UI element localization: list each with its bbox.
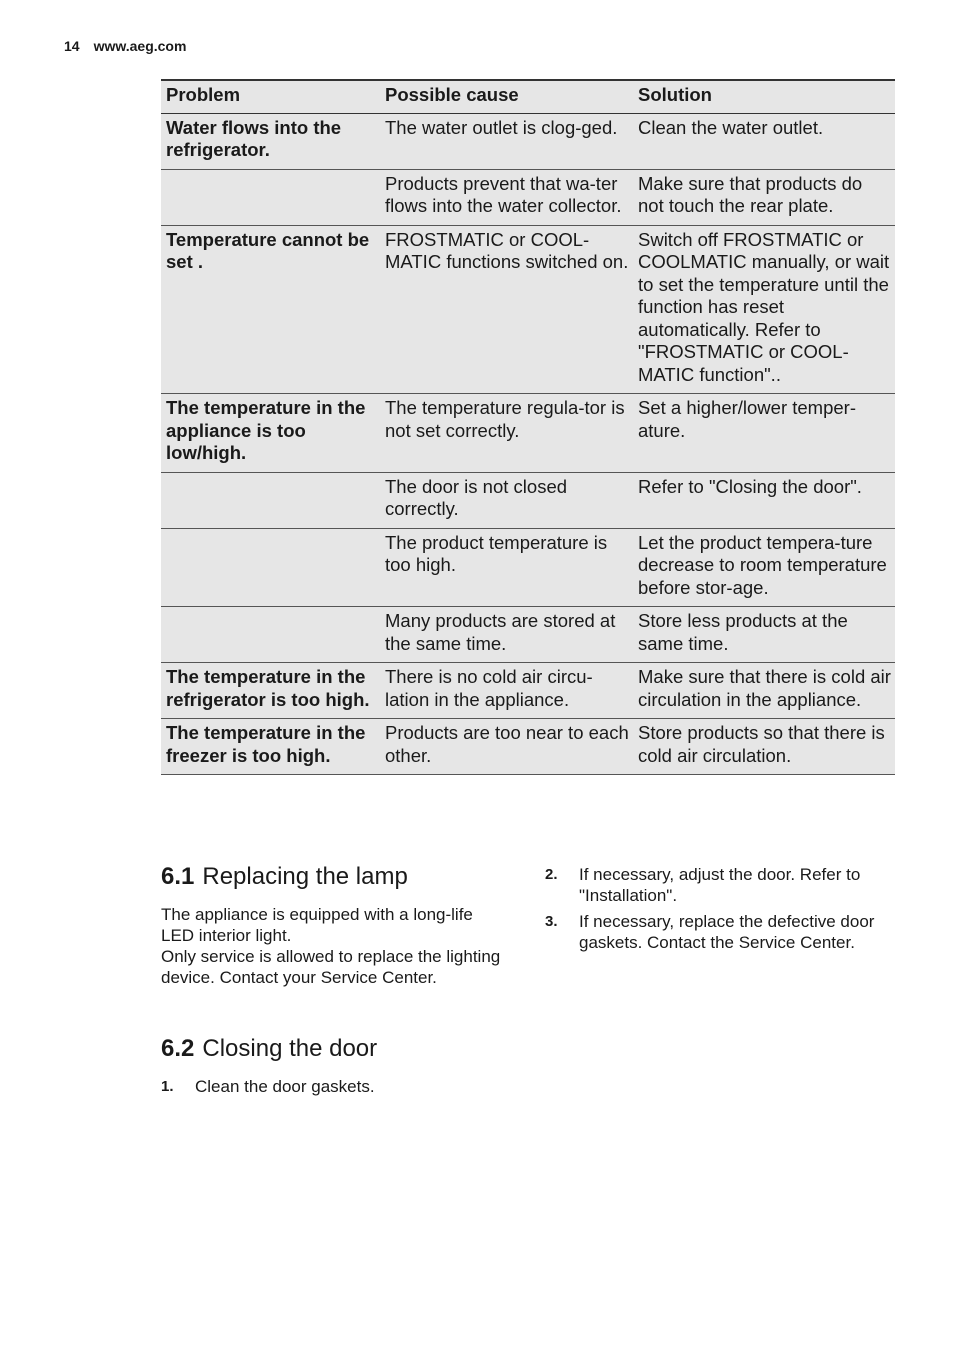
problem-cell: Temperature cannot be set . — [161, 225, 380, 394]
cause-cell: Many products are stored at the same time. — [380, 607, 633, 663]
section-title: Replacing the lamp — [202, 863, 408, 890]
section-number: 6.2 — [161, 1035, 195, 1062]
problem-cell — [161, 607, 380, 663]
paragraph: Only service is allowed to replace the lighting device. Contact your Service Center. — [161, 947, 501, 987]
section-title: Closing the door — [202, 1035, 378, 1062]
table-row — [161, 607, 895, 663]
website-link[interactable]: www.aeg.com — [93, 38, 187, 54]
table-row — [161, 528, 895, 607]
cause-cell: FROSTMATIC or COOL-MATIC functions switched on. — [380, 225, 633, 394]
table-row — [161, 225, 895, 394]
solution-cell: Clean the water outlet. — [633, 113, 895, 169]
column-header-problem: Problem — [161, 80, 380, 113]
cause-cell: Products prevent that wa-ter flows into the water collector. — [380, 169, 633, 225]
section-heading — [161, 1034, 501, 1064]
table-header-row — [161, 80, 895, 113]
solution-cell: Store products so that there is cold air circulation. — [633, 719, 895, 775]
closing-door-steps-continued — [545, 864, 885, 958]
table-row — [161, 169, 895, 225]
solution-cell: Let the product tempera-ture decrease to room temperature before stor-age. — [633, 528, 895, 607]
section-replacing-lamp — [161, 862, 501, 988]
problem-cell: Water flows into the refrigerator. — [161, 113, 380, 169]
problem-cell — [161, 528, 380, 607]
solution-cell: Switch off FROSTMATIC or COOLMATIC manually, or wait to set the temperature until the function has reset automatically. Refer to "FROSTMATIC or COOL-MATIC function".. — [633, 225, 895, 394]
table-row — [161, 719, 895, 775]
cause-cell: There is no cold air circu-lation in the appliance. — [380, 663, 633, 719]
cause-cell: The product temperature is too high. — [380, 528, 633, 607]
cause-cell: Products are too near to each other. — [380, 719, 633, 775]
page-header — [64, 38, 186, 54]
cause-cell: The door is not closed correctly. — [380, 472, 633, 528]
cause-cell: The temperature regula-tor is not set correctly. — [380, 394, 633, 473]
cause-cell: The water outlet is clog-ged. — [380, 113, 633, 169]
table-row — [161, 663, 895, 719]
solution-cell: Refer to "Closing the door". — [633, 472, 895, 528]
solution-cell: Store less products at the same time. — [633, 607, 895, 663]
list-item — [545, 911, 885, 953]
table-row — [161, 113, 895, 169]
table-row — [161, 472, 895, 528]
step-text: If necessary, adjust the door. Refer to "Installation". — [579, 865, 861, 905]
step-number: 1. — [161, 1078, 174, 1095]
problem-cell — [161, 472, 380, 528]
troubleshooting-table — [161, 79, 895, 775]
steps-list — [545, 864, 885, 953]
column-header-solution: Solution — [633, 80, 895, 113]
step-number: 3. — [545, 913, 558, 930]
paragraph: The appliance is equipped with a long-life LED interior light. — [161, 905, 473, 945]
column-header-cause: Possible cause — [380, 80, 633, 113]
list-item — [545, 864, 885, 906]
list-item — [161, 1076, 501, 1097]
problem-cell: The temperature in the freezer is too high. — [161, 719, 380, 775]
steps-list — [161, 1076, 501, 1097]
solution-cell: Set a higher/lower temper-ature. — [633, 394, 895, 473]
step-text: If necessary, replace the defective door gaskets. Contact the Service Center. — [579, 912, 875, 952]
section-heading — [161, 862, 501, 892]
problem-cell: The temperature in the refrigerator is too high. — [161, 663, 380, 719]
step-text: Clean the door gaskets. — [195, 1077, 375, 1096]
section-closing-door — [161, 1034, 501, 1102]
table-row — [161, 394, 895, 473]
solution-cell: Make sure that products do not touch the rear plate. — [633, 169, 895, 225]
solution-cell: Make sure that there is cold air circulation in the appliance. — [633, 663, 895, 719]
section-number: 6.1 — [161, 863, 195, 890]
page-number: 14 — [64, 38, 80, 54]
problem-cell — [161, 169, 380, 225]
step-number: 2. — [545, 866, 558, 883]
problem-cell: The temperature in the appliance is too low/high. — [161, 394, 380, 473]
